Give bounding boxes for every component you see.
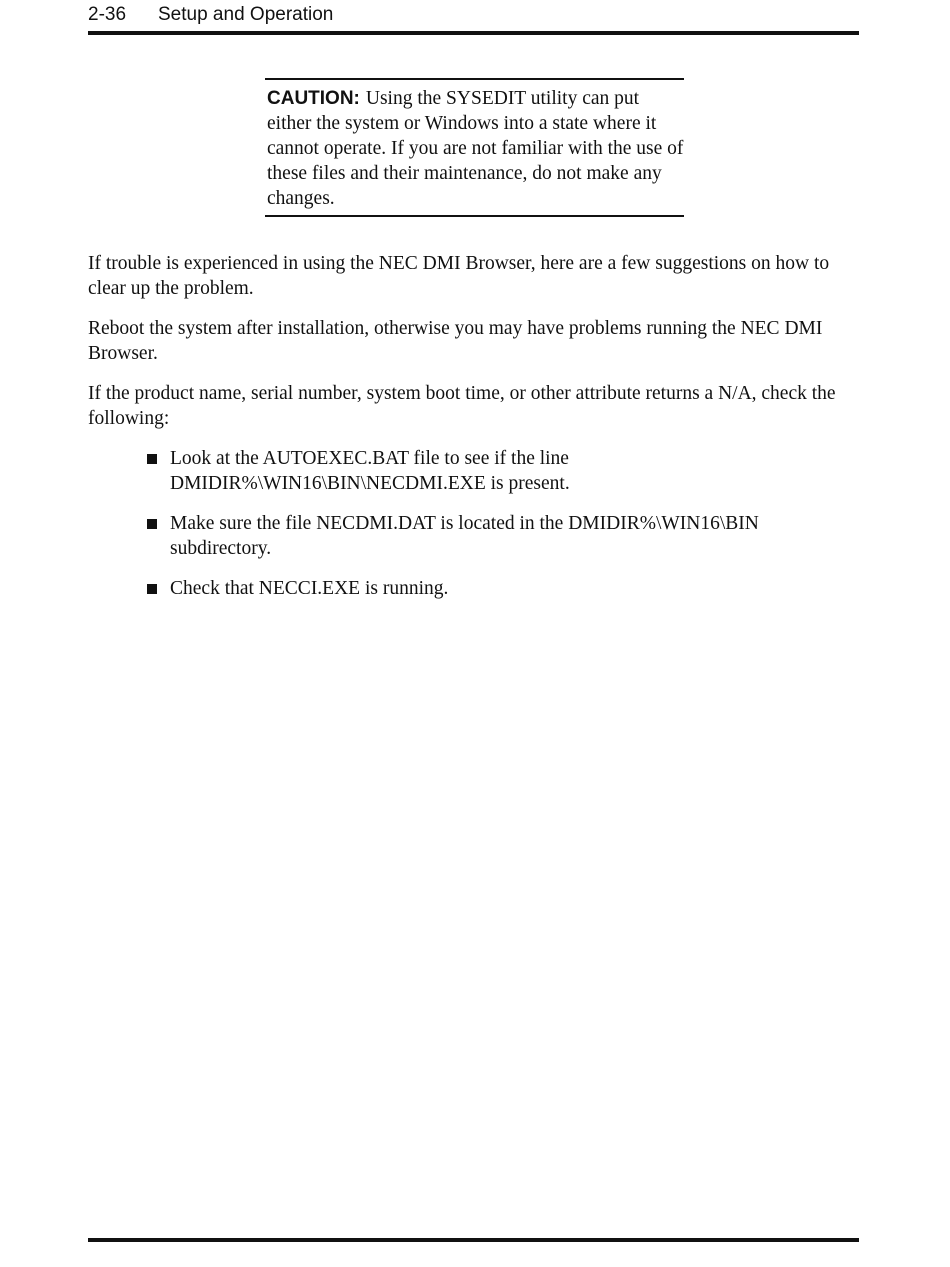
list-item-text: Make sure the file NECDMI.DAT is located in the DMIDIR%\WIN16\BIN subdirectory. bbox=[170, 513, 759, 559]
caution-body: Using the SYSEDIT utility can put either the system or Windows into a state where it cannot operate. If you are not familiar with the use of these files and their maintenance, do not make any changes. bbox=[267, 88, 684, 209]
list-item-text: Check that NECCI.EXE is running. bbox=[170, 578, 449, 599]
square-bullet-icon bbox=[147, 454, 157, 464]
list-item bbox=[170, 446, 859, 496]
square-bullet-icon bbox=[147, 584, 157, 594]
caution-text bbox=[267, 86, 684, 211]
caution-label: CAUTION: bbox=[267, 88, 360, 109]
paragraph-trouble: If trouble is experienced in using the NEC DMI Browser, here are a few suggestions on how to clear up the problem. bbox=[88, 253, 830, 299]
square-bullet-icon bbox=[147, 519, 157, 529]
list-item bbox=[170, 576, 859, 601]
paragraph-reboot: Reboot the system after installation, otherwise you may have problems running the NEC DMI Browser. bbox=[88, 318, 823, 364]
page-header bbox=[88, 3, 859, 27]
list-item-text: Look at the AUTOEXEC.BAT file to see if the line DMIDIR%\WIN16\BIN\NECDMI.EXE is present. bbox=[170, 448, 570, 494]
body-text bbox=[88, 251, 859, 616]
footer-rule bbox=[88, 1238, 859, 1242]
section-title: Setup and Operation bbox=[158, 4, 334, 25]
check-list bbox=[88, 446, 859, 601]
caution-box bbox=[265, 78, 684, 217]
list-item bbox=[170, 511, 859, 561]
paragraph-na-check: If the product name, serial number, system boot time, or other attribute returns a N/A, check the following: bbox=[88, 383, 836, 429]
page-number: 2-36 bbox=[88, 4, 127, 25]
header-rule bbox=[88, 31, 859, 35]
